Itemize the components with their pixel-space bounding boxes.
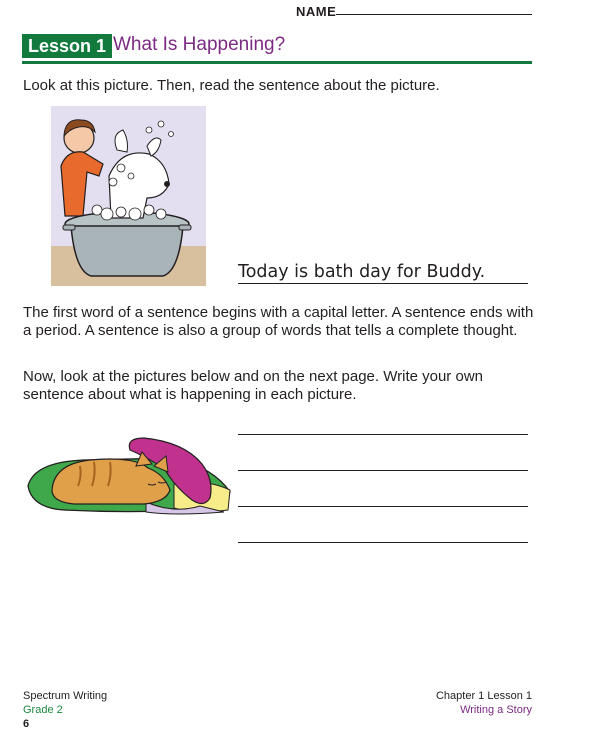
example-sentence: Today is bath day for Buddy.: [238, 262, 486, 282]
title-rule: [22, 61, 532, 64]
writing-line-4[interactable]: [238, 542, 528, 543]
lesson-badge: Lesson 1: [22, 34, 112, 58]
writing-line-3[interactable]: [238, 506, 528, 507]
writing-line-2[interactable]: [238, 470, 528, 471]
rule-text: The first word of a sentence begins with a capital letter. A sentence ends with a period. A sentence is also a group of words that tells a complete thought.: [23, 304, 534, 339]
footer-section: Writing a Story: [460, 704, 532, 716]
name-label: NAME: [296, 4, 337, 19]
lesson-title: What Is Happening?: [113, 34, 286, 55]
sleeping-cat-illustration: [24, 428, 234, 516]
boy-washing-dog-illustration: [51, 106, 206, 286]
instructions-text: Now, look at the pictures below and on the next page. Write your own sentence about what is happening in each picture.: [23, 368, 483, 403]
page-number: 6: [23, 718, 30, 730]
example-writing-line: [238, 283, 528, 284]
intro-text: Look at this picture. Then, read the sentence about the picture.: [23, 77, 440, 94]
footer-grade: Grade 2: [23, 704, 63, 716]
footer-book-title: Spectrum Writing: [23, 690, 108, 702]
footer-chapter: Chapter 1 Lesson 1: [435, 690, 532, 702]
name-line: [336, 14, 532, 15]
writing-line-1[interactable]: [238, 434, 528, 435]
